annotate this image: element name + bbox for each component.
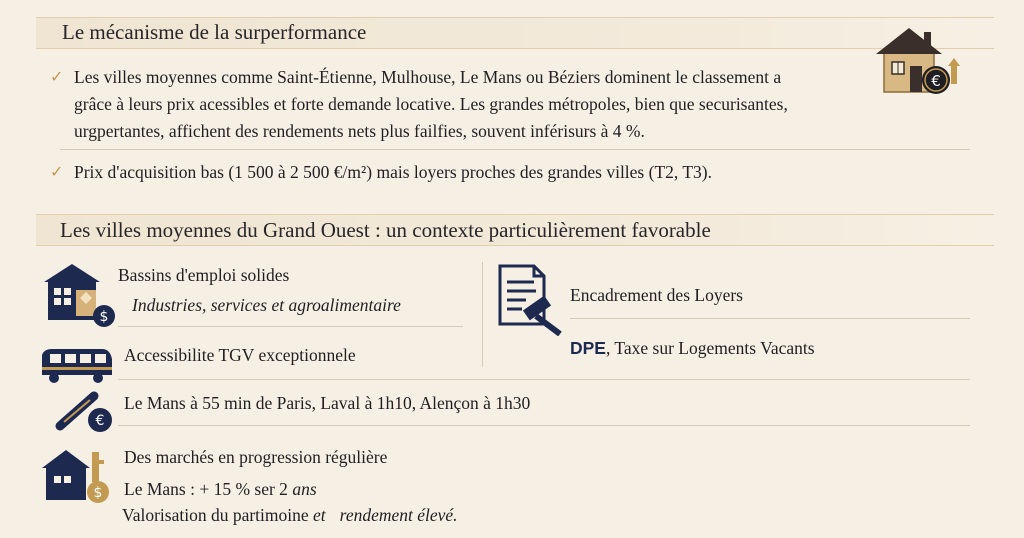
divider xyxy=(118,379,970,380)
emploi-heading: Bassins d'emploi solides xyxy=(118,265,290,285)
bullet-text-line: Les villes moyennes comme Saint-Étienne, Mulhouse, Le Mans ou Béziers dominent le classement a xyxy=(74,67,782,87)
bullet-text-acquisition: Prix d'acquisition bas (1 500 à 2 500 €/m²) mais loyers proches des grandes villes (T2, T3). xyxy=(74,162,712,182)
encadrement-loyers: Encadrement des Loyers xyxy=(570,285,743,305)
marches-lemans-text: Le Mans : + 15 % ser 2 xyxy=(124,479,293,499)
valorisation-rendement: rendement élevé. xyxy=(339,505,458,525)
bullet-text-line: urgpertantes, affichent des rendements nets plus failfies, souvent inférisurs à 4 %. xyxy=(74,121,645,141)
section-title-mechanism: Le mécanisme de la surperformance xyxy=(62,20,367,44)
house-key-dollar-icon xyxy=(40,448,116,508)
city-distances: Le Mans à 55 min de Paris, Laval à 1h10, Alençon à 1h30 xyxy=(124,393,531,413)
divider xyxy=(60,149,970,150)
valorisation-et: et xyxy=(313,505,326,525)
column-divider xyxy=(482,262,483,367)
dpe-label: DPE xyxy=(570,338,606,358)
train-icon xyxy=(38,345,114,385)
bullet-text-line: grâce à leurs prix acessibles et forte demande locative. Les grandes métropoles, bien que securisantes, xyxy=(74,94,788,114)
document-gavel-icon xyxy=(496,264,566,336)
marches-valorisation xyxy=(122,505,458,526)
svg-text:€: € xyxy=(931,72,941,90)
marches-heading: Des marchés en progression régulière xyxy=(124,447,388,467)
svg-text:$: $ xyxy=(93,485,103,501)
checkmark-icon: ✓ xyxy=(50,164,64,181)
marches-lemans-years: ans xyxy=(292,479,317,499)
divider xyxy=(118,425,970,426)
valorisation-text: Valorisation du partimoine xyxy=(122,505,314,525)
divider xyxy=(570,318,970,319)
taxe-label: , Taxe sur Logements Vacants xyxy=(605,338,815,358)
section-title-grand-ouest: Les villes moyennes du Grand Ouest : un contexte particulièrement favorable xyxy=(60,218,711,242)
tgv-accessibility: Accessibilite TGV exceptionnele xyxy=(124,345,356,365)
checkmark-icon: ✓ xyxy=(50,69,64,86)
emploi-detail: Industries, services et agroalimentaire xyxy=(132,295,401,315)
svg-text:€: € xyxy=(95,413,105,429)
building-dollar-icon xyxy=(42,262,122,330)
pen-euro-icon xyxy=(54,390,120,434)
marches-lemans xyxy=(124,479,317,500)
house-coin-icon xyxy=(868,22,968,102)
divider xyxy=(118,326,463,327)
dpe-taxe xyxy=(570,338,815,359)
svg-text:$: $ xyxy=(99,309,109,325)
